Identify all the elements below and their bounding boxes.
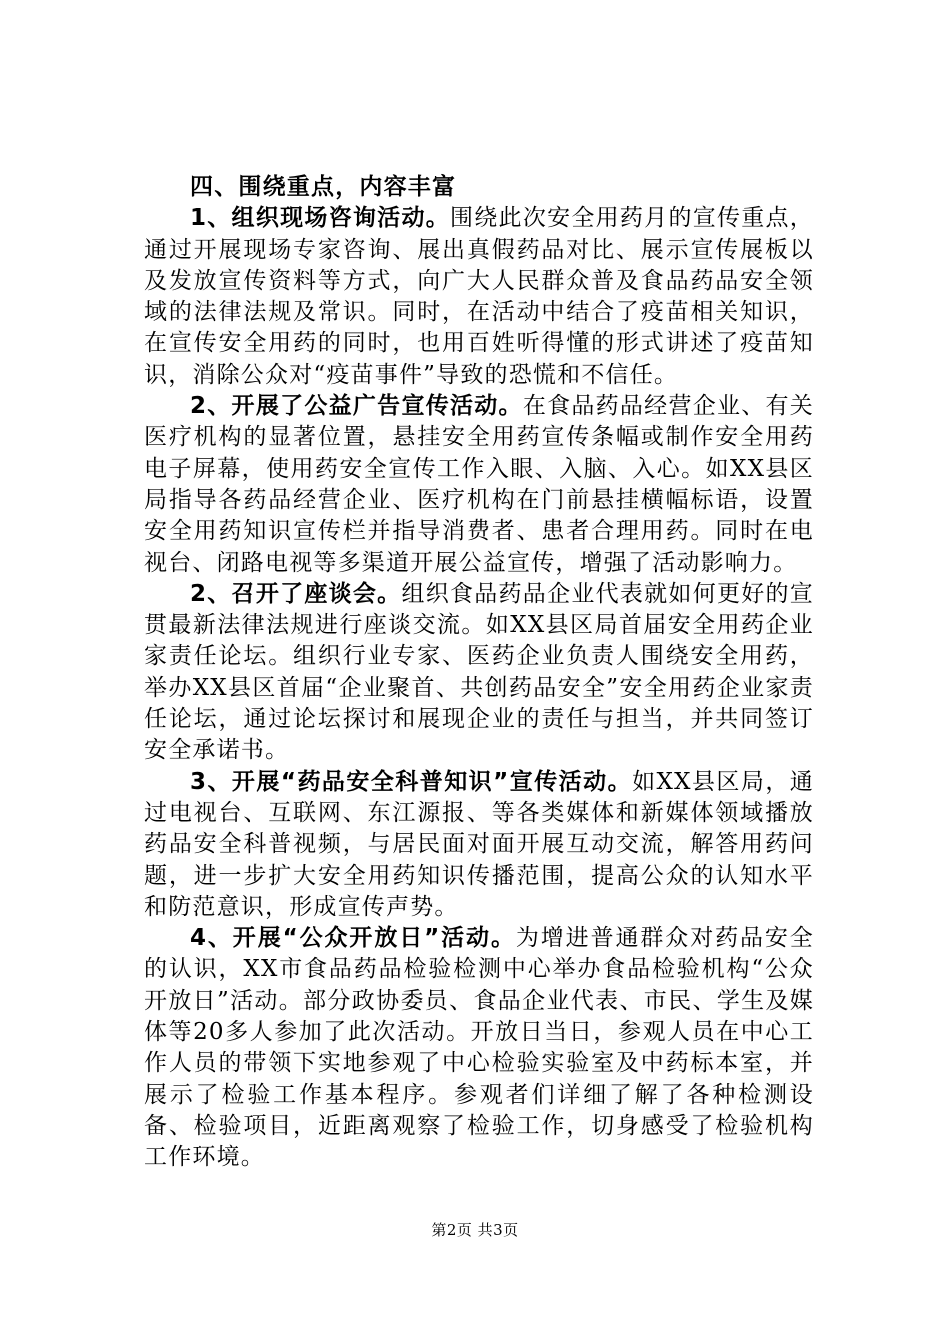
paragraph-text: 在食品药品经营企业、有关医疗机构的显著位置，悬挂安全用药宣传条幅或制作安全用药电子屏幕，使用药安全宣传工作入眼、入脑、入心。如XX县区局指导各药品经营企业、医疗机构在门前悬挂横幅标语，设置安全用药知识宣传栏并指导消费者、患者合理用药。同时在电视台、闭路电视等多渠道开展公益宣传，增强了活动影响力。 [144,393,814,576]
paragraph-text: 围绕此次安全用药月的宣传重点，通过开展现场专家咨询、展出真假药品对比、展示宣传展板以及发放宣传资料等方式，向广大人民群众普及食品药品安全领域的法律法规及常识。同时，在活动中结合了疫苗相关知识，在宣传安全用药的同时，也用百姓听得懂的形式讲述了疫苗知识，消除公众对“疫苗事件”导致的恐慌和不信任。 [144,205,814,388]
paragraph-lead: 2、召开了座谈会。 [190,580,402,607]
paragraph-text: 为增进普通群众对药品安全的认识，XX市食品药品检验检测中心举办食品检验机构“公众开放日”活动。部分政协委员、食品企业代表、市民、学生及媒体等20多人参加了此次活动。开放日当日，参观人员在中心工作人员的带领下实地参观了中心检验实验室及中药标本室，并展示了检验工作基本程序。参观者们详细了解了各种检测设备、检验项目，近距离观察了检验工作，切身感受了检验机构工作环境。 [144,925,814,1171]
paragraph-text: 如XX县区局，通过电视台、互联网、东江源报、等各类媒体和新媒体领域播放药品安全科普视频，与居民面对面开展互动交流，解答用药问题，进一步扩大安全用药知识传播范围，提高公众的认知水平和防范意识，形成宣传声势。 [144,768,814,920]
paragraph-lead: 1、组织现场咨询活动。 [190,205,450,232]
page-number-footer: 第2页 共3页 [431,1221,519,1239]
paragraph-5 [144,923,814,1173]
document-body [144,172,814,1174]
paragraph-1 [144,203,814,391]
paragraph-lead: 3、开展“药品安全科普知识”宣传活动。 [190,768,633,795]
paragraph-lead: 4、开展“公众开放日”活动。 [190,925,516,952]
paragraph-2 [144,391,814,579]
paragraph-text: 组织食品药品企业代表就如何更好的宣贯最新法律法规进行座谈交流。如XX县区局首届安全用药企业家责任论坛。组织行业专家、医药企业负责人围绕安全用药，举办XX县区首届“企业聚首、共创药品安全”安全用药企业家责任论坛，通过论坛探讨和展现企业的责任与担当，并共同签订安全承诺书。 [144,580,814,764]
section-heading: 四、围绕重点，内容丰富 [190,174,457,200]
paragraph-3 [144,579,814,767]
paragraph-4 [144,767,814,923]
paragraph-lead: 2、开展了公益广告宣传活动。 [190,393,523,420]
